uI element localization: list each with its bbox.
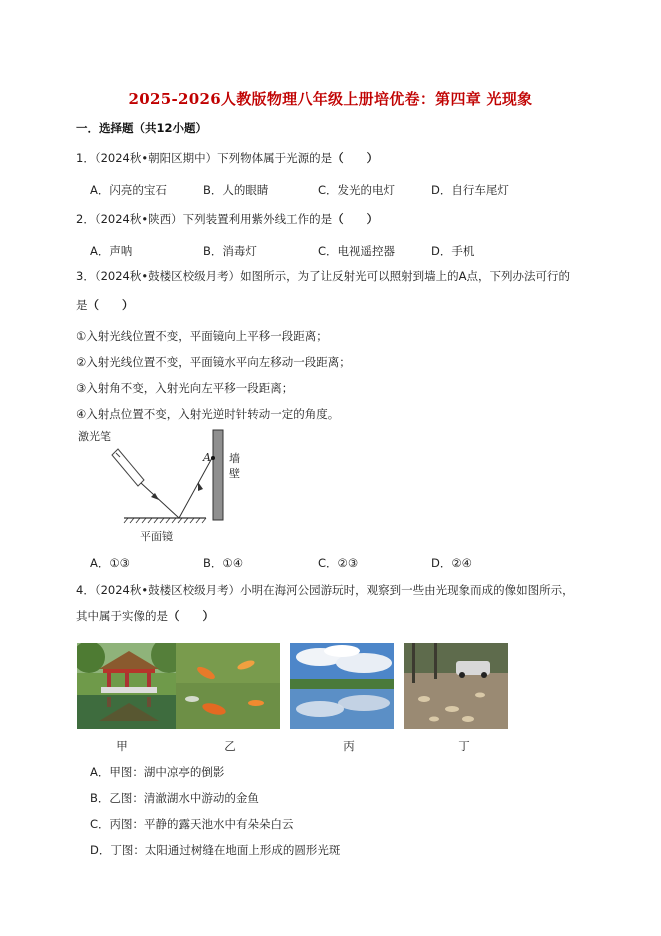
q3-option-a: A．①③ [90, 556, 130, 570]
caption-yi: 乙 [224, 739, 236, 753]
reflection-diagram [76, 426, 266, 548]
caption-ding: 丁 [458, 739, 470, 753]
question-4-text: 其中属于实像的是 [76, 609, 168, 623]
photo-pavilion-reflection [77, 643, 181, 729]
q3-option-b: B．①④ [203, 556, 244, 570]
q2-option-b: B．消毒灯 [203, 244, 257, 258]
point-a-label: A [203, 451, 211, 464]
reflected-arrow-icon [198, 482, 203, 491]
answer-bracket: （ ） [87, 298, 134, 312]
q4-option-d: D．丁图：太阳通过树缝在地面上形成的圆形光斑 [90, 843, 341, 857]
q3-option-d: D．②④ [431, 556, 472, 570]
q3-option-c: C．②③ [318, 556, 359, 570]
page-title: 2025-2026人教版物理八年级上册培优卷：第四章 光现象 [128, 90, 533, 108]
question-3-stem-line2 [76, 297, 134, 313]
q1-option-a: A．闪亮的宝石 [90, 183, 167, 197]
q4-option-c: C．丙图：平静的露天池水中有朵朵白云 [90, 817, 294, 831]
photo-goldfish [176, 643, 280, 729]
q3-statement-2: ②入射光线位置不变，平面镜水平向左移动一段距离； [76, 355, 351, 369]
wall-label-1: 墙 [229, 452, 240, 465]
reflected-ray [179, 458, 212, 518]
q3-statement-3: ③入射角不变，入射光向左平移一段距离； [76, 381, 294, 395]
q2-option-d: D．手机 [431, 244, 475, 258]
question-4-stem-line1: 4．（2024秋•鼓楼区校级月考）小明在海河公园游玩时，观察到一些由光现象而成的像如图所示， [76, 583, 574, 597]
answer-bracket: （ ） [332, 151, 379, 165]
q1-option-c: C．发光的电灯 [318, 183, 396, 197]
answer-bracket: （ ） [168, 609, 214, 623]
question-3-text: 是 [76, 298, 88, 312]
mirror-label: 平面镜 [140, 530, 173, 543]
answer-bracket: （ ） [332, 212, 379, 226]
photo-cloud-reflection [290, 643, 394, 729]
q1-option-d: D．自行车尾灯 [431, 183, 509, 197]
q4-option-b: B．乙图：清澈湖水中游动的金鱼 [90, 791, 259, 805]
q3-statement-1: ①入射光线位置不变，平面镜向上平移一段距离； [76, 329, 328, 343]
question-4-stem-line2 [76, 608, 214, 624]
question-3-stem-line1: 3．（2024秋•鼓楼区校级月考）如图所示，为了让反射光可以照射到墙上的A点，下列办法可行的 [76, 269, 570, 283]
point-a-marker [211, 456, 215, 460]
wall [213, 430, 223, 520]
q3-statement-4: ④入射点位置不变，入射光逆时针转动一定的角度。 [76, 407, 340, 421]
laser-label: 激光笔 [78, 430, 111, 443]
question-2-text: 2．（2024秋•陕西）下列装置利用紫外线工作的是 [76, 212, 333, 226]
mirror-hatching [124, 518, 206, 523]
caption-jia: 甲 [116, 739, 128, 753]
q2-option-a: A．声呐 [90, 244, 133, 258]
q1-option-b: B．人的眼睛 [203, 183, 269, 197]
question-1-stem [76, 150, 378, 166]
q2-option-c: C．电视遥控器 [318, 244, 396, 258]
question-1-text: 1．（2024秋•朝阳区期中）下列物体属于光源的是 [76, 151, 333, 165]
question-2-stem [76, 211, 378, 227]
laser-pen-icon [112, 449, 144, 486]
wall-label-2: 壁 [229, 467, 240, 480]
q4-option-a: A．甲图：湖中凉亭的倒影 [90, 765, 225, 779]
section-heading: 一．选择题（共12小题） [76, 121, 208, 135]
photo-light-spots [404, 643, 508, 729]
incident-ray [141, 483, 179, 518]
caption-bing: 丙 [343, 739, 355, 753]
incident-arrow-icon [151, 493, 159, 500]
